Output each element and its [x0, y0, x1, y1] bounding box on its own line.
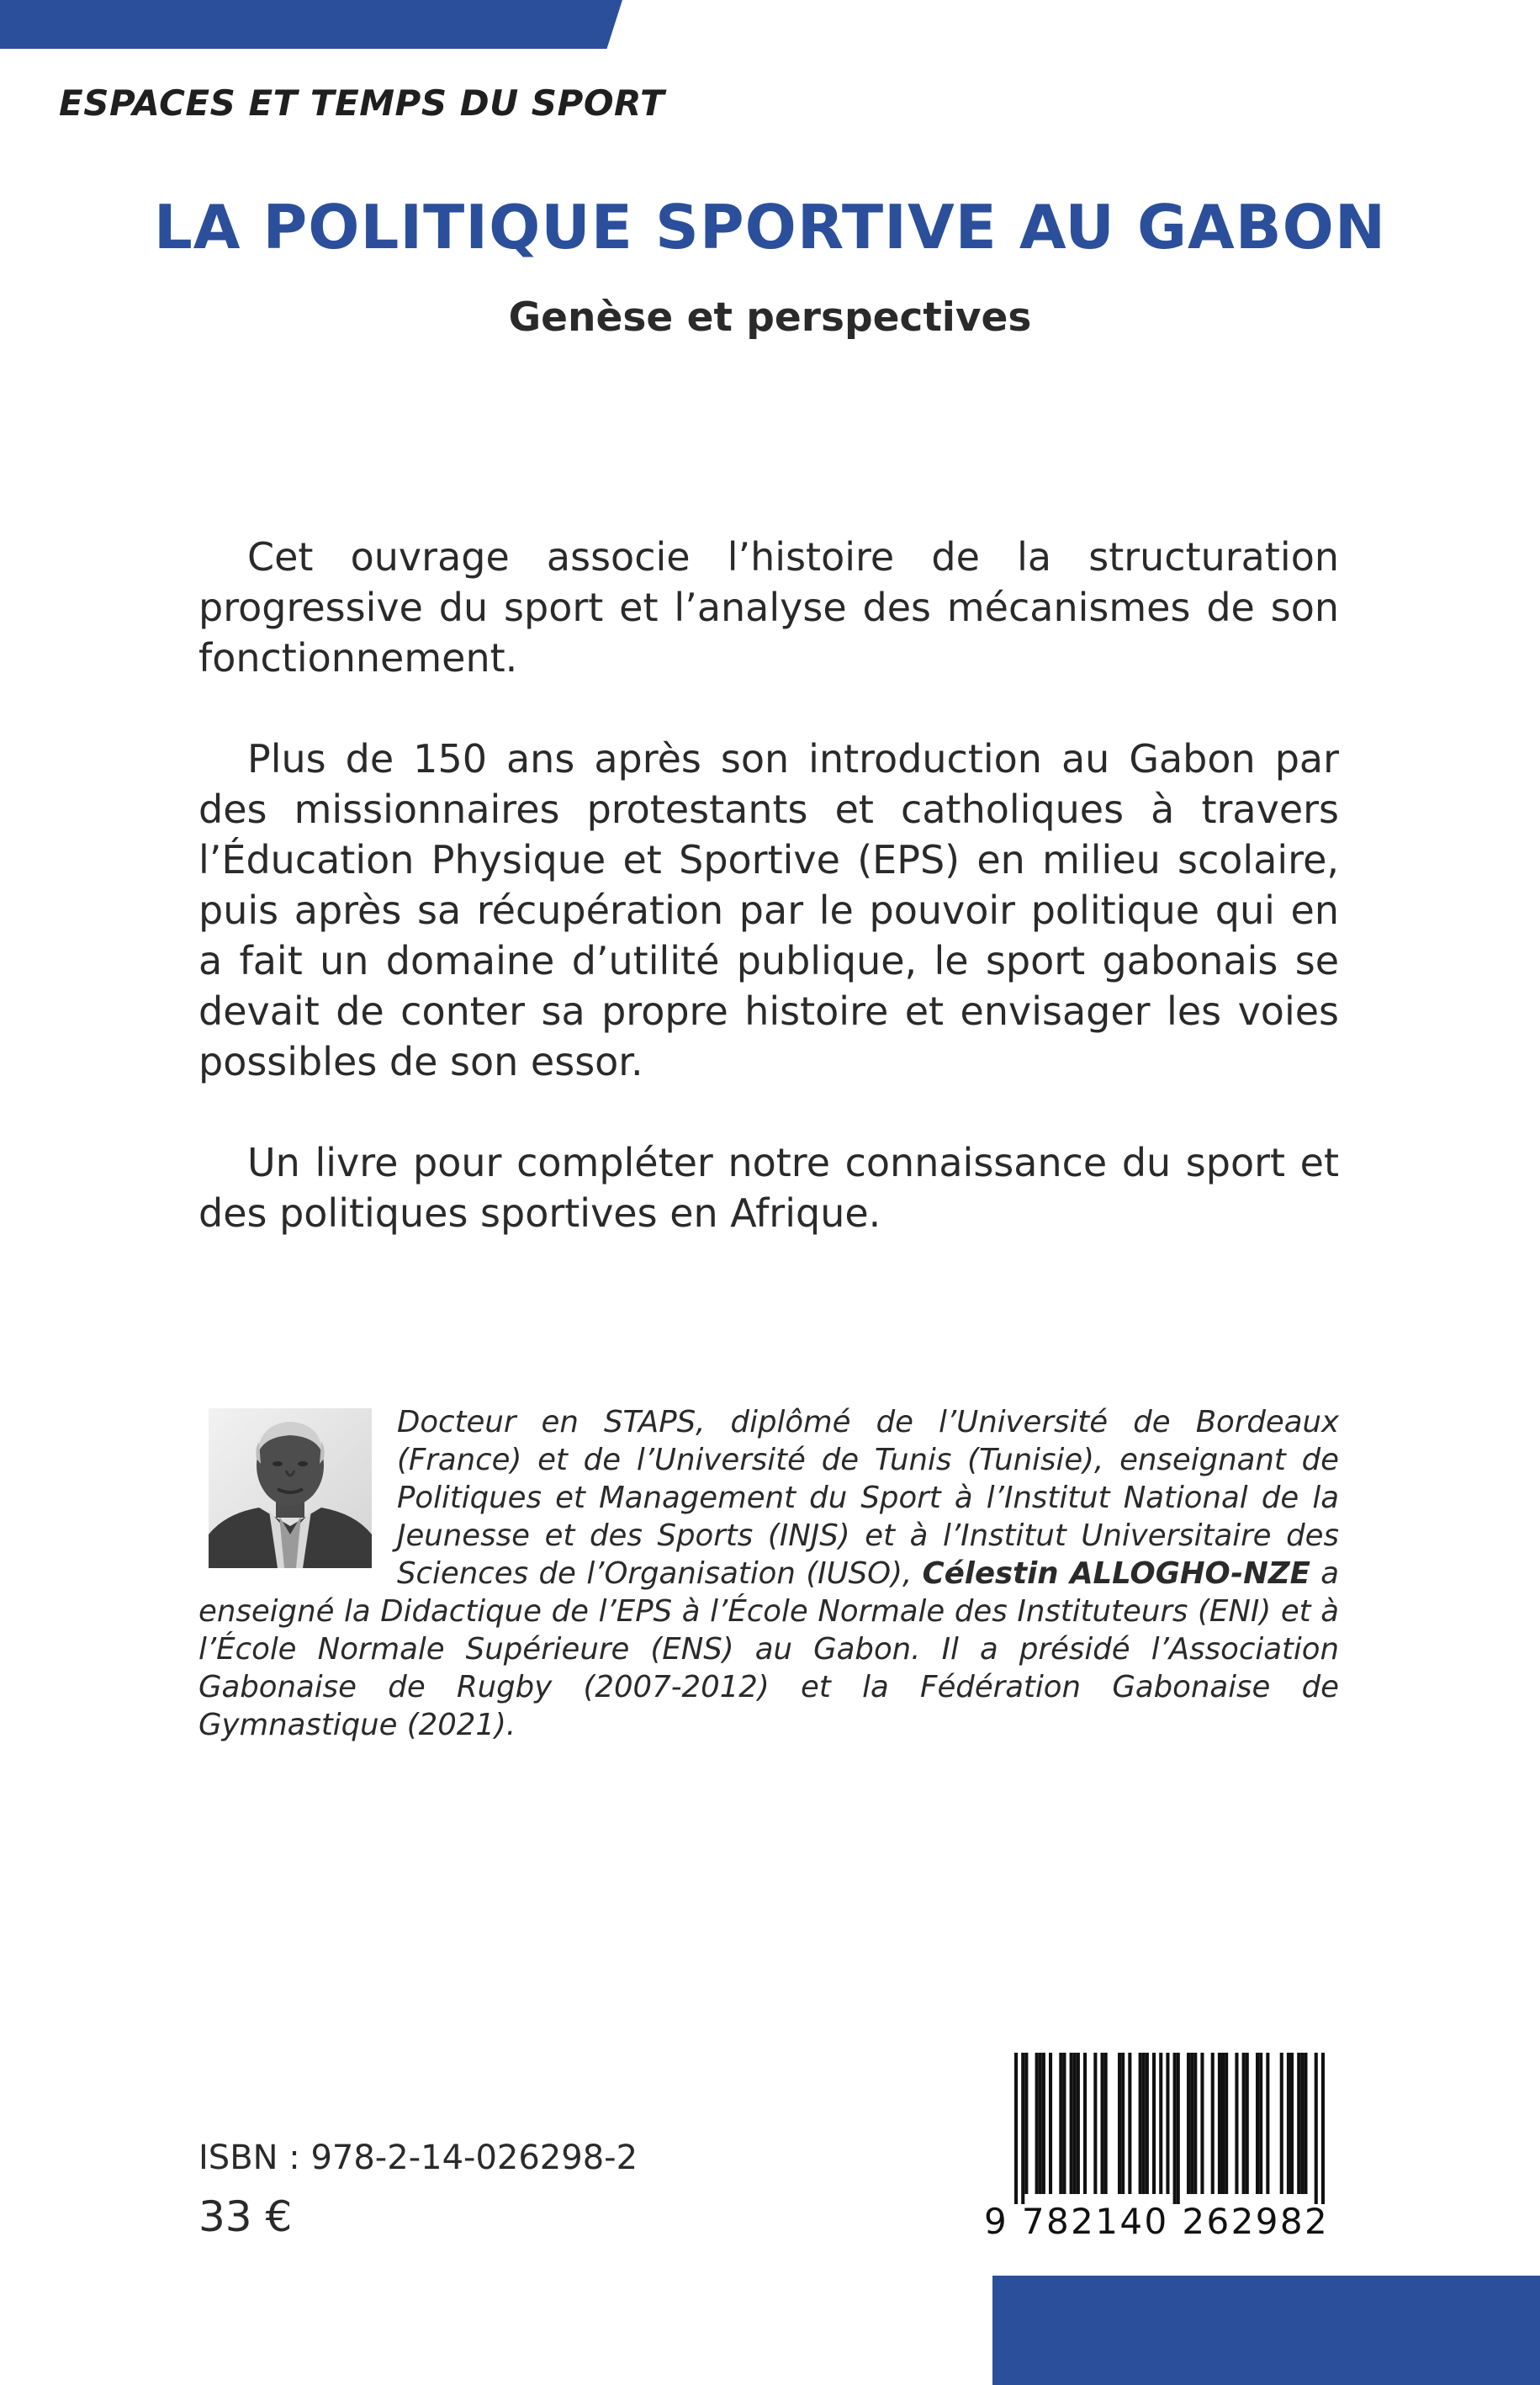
barcode-digits: 9 782140 262982 — [984, 2201, 1330, 2242]
barcode-bar — [1218, 2053, 1221, 2194]
barcode-bar — [1300, 2053, 1304, 2194]
barcode-bar — [1049, 2053, 1052, 2194]
barcode-bar — [1059, 2053, 1062, 2194]
barcode-bar — [1259, 2053, 1262, 2194]
barcode-bar — [1297, 2053, 1300, 2194]
barcode-bar — [1280, 2053, 1283, 2194]
barcode-bar — [1190, 2053, 1193, 2194]
barcode-bar — [1073, 2053, 1077, 2194]
barcode-bar — [1152, 2053, 1156, 2194]
barcode-bar — [1035, 2053, 1039, 2194]
isbn: ISBN : 978-2-14-026298-2 — [198, 2139, 638, 2177]
bio-text-part: Docteur en STAPS, diplômé de l’Université de Bordeaux (France) et de l’Université de Tunis (Tunisie), enseignant de Politiques et Management du Sport à l’Institut National de la Jeunesse et des Sports (INJS) et à l’Institut Universitaire des Sciences de l’Organisation (IUSO), — [397, 1405, 1339, 1591]
book-title: LA POLITIQUE SPORTIVE AU GABON — [153, 192, 1387, 262]
series-name: ESPACES ET TEMPS DU SPORT — [59, 82, 665, 124]
blurb-paragraph: Cet ouvrage associe l’histoire de la structuration progressive du sport et l’analyse des mécanismes de son fonctionnement. — [198, 534, 1339, 681]
blurb — [198, 532, 1339, 1289]
barcode-bar — [1083, 2053, 1087, 2194]
author-photo — [209, 1408, 372, 1568]
barcode-bar — [1200, 2053, 1204, 2194]
barcode-bar — [1104, 2053, 1108, 2194]
barcode-bar — [1166, 2053, 1169, 2194]
barcode-bar — [1225, 2053, 1228, 2194]
barcode-bar — [1287, 2053, 1290, 2194]
barcode-bar — [1146, 2053, 1149, 2194]
barcode-bar — [1062, 2053, 1066, 2194]
barcode-bar — [1256, 2053, 1259, 2194]
barcode — [984, 2053, 1346, 2246]
barcode-bar — [1070, 2053, 1073, 2194]
author-portrait-icon — [209, 1408, 372, 1568]
barcode-bar — [1077, 2053, 1080, 2194]
price: 33 € — [198, 2192, 293, 2241]
blurb-paragraph: Un livre pour compléter notre connaissance du sport et des politiques sportives en Afrique. — [198, 1140, 1339, 1236]
barcode-bars — [984, 2053, 1346, 2204]
barcode-bar — [1187, 2053, 1190, 2194]
barcode-bar — [1139, 2053, 1142, 2194]
barcode-bar — [1221, 2053, 1225, 2194]
barcode-bar — [1042, 2053, 1045, 2194]
barcode-bar — [1121, 2053, 1125, 2194]
barcode-bar — [1128, 2053, 1131, 2194]
barcode-bar — [1246, 2053, 1249, 2194]
barcode-bar — [1315, 2053, 1318, 2204]
bottom-color-band — [992, 2276, 1540, 2385]
barcode-bar — [1266, 2053, 1269, 2194]
barcode-bar — [1093, 2053, 1097, 2194]
barcode-bar — [1173, 2053, 1177, 2204]
top-color-band — [0, 0, 622, 49]
barcode-bar — [1024, 2053, 1028, 2194]
barcode-bar — [1118, 2053, 1121, 2194]
barcode-bar — [1290, 2053, 1294, 2194]
barcode-bar — [1321, 2053, 1325, 2204]
barcode-bar — [1211, 2053, 1215, 2194]
barcode-bar — [1014, 2053, 1018, 2204]
barcode-bar — [1101, 2053, 1104, 2194]
barcode-bar — [1235, 2053, 1238, 2194]
barcode-bar — [1039, 2053, 1042, 2194]
blurb-paragraph: Plus de 150 ans après son introduction au Gabon par des missionnaires protestants et catholiques à travers l’Éducation Physique et Sportive (EPS) en milieu scolaire, puis après sa récupération par le pouvoir politique qui en a fait un domaine d’utilité publique, le sport gabonais se devait de conter sa propre histoire et envisager les voies possibles de son essor. — [198, 736, 1339, 1084]
book-subtitle: Genèse et perspectives — [508, 294, 1032, 341]
bio-text-part: a enseigné la Didactique de l’EPS à l’École Normale des Instituteurs (ENI) et à l’École Normale Supérieure (ENS) au Gabon. Il a présidé l’Association Gabonaise de Rugby (2007-2012) et la Fédération Gabonaise de Gymnastique (2021). — [198, 1556, 1339, 1742]
author-bio — [198, 1403, 1339, 1744]
barcode-bar — [1242, 2053, 1246, 2194]
barcode-bar — [1142, 2053, 1146, 2194]
barcode-bar — [1159, 2053, 1162, 2194]
barcode-bar — [1021, 2053, 1024, 2204]
author-name: Célestin ALLOGHO-NZE — [922, 1556, 1310, 1591]
barcode-bar — [1304, 2053, 1307, 2194]
barcode-bar — [1193, 2053, 1197, 2194]
barcode-bar — [1177, 2053, 1180, 2204]
